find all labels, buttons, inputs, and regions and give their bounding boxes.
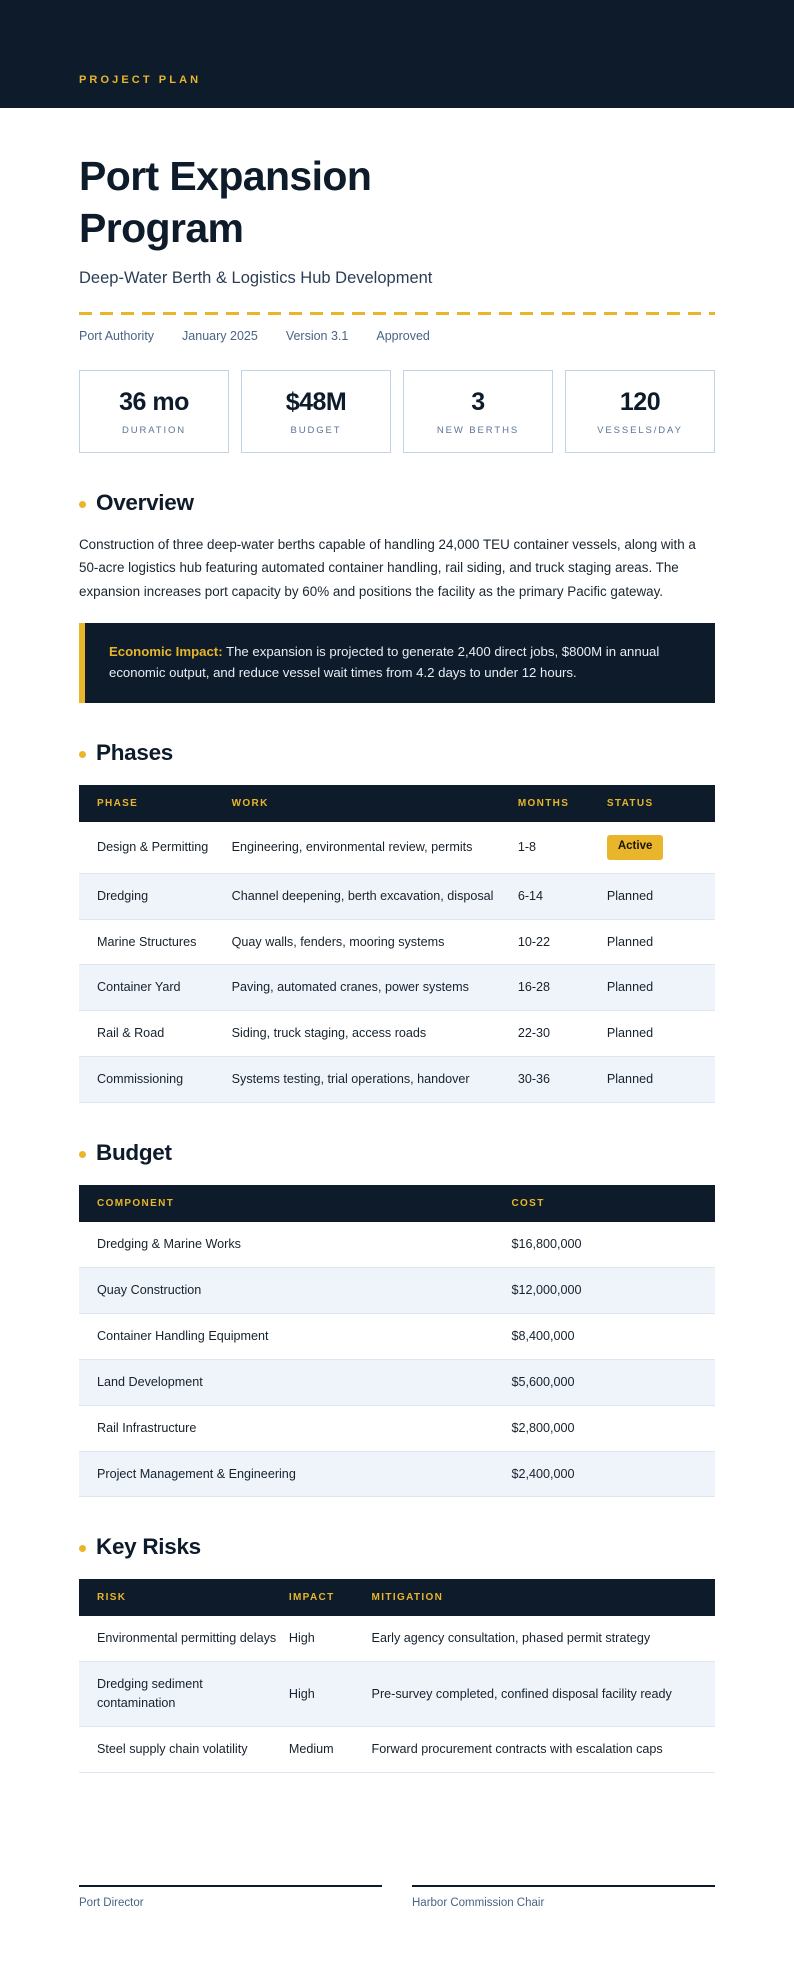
section-heading-phases <box>79 740 715 766</box>
cell-status <box>607 822 715 873</box>
cell-component: Quay Construction <box>79 1267 511 1313</box>
table-row <box>79 919 715 965</box>
bullet-dot-icon <box>79 1151 86 1158</box>
bottom-spacer <box>79 1909 715 1969</box>
cell-impact: High <box>289 1662 372 1727</box>
meta-item-status: Approved <box>376 328 430 343</box>
section-heading-label: Phases <box>96 740 174 766</box>
column-header-months: MONTHS <box>518 785 607 822</box>
document-eyebrow: PROJECT PLAN <box>79 74 202 86</box>
dashed-divider <box>79 312 715 315</box>
column-header-mitigation: MITIGATION <box>372 1579 715 1616</box>
table-row <box>79 873 715 919</box>
column-header-status: STATUS <box>607 785 715 822</box>
cell-work: Channel deepening, berth excavation, disposal <box>232 873 518 919</box>
cell-work: Engineering, environmental review, permits <box>232 822 518 873</box>
cell-months: 1-8 <box>518 822 607 873</box>
section-heading-label: Key Risks <box>96 1534 201 1560</box>
cell-mitigation: Early agency consultation, phased permit strategy <box>372 1616 715 1661</box>
cell-status: Planned <box>607 1057 715 1103</box>
cell-component: Container Handling Equipment <box>79 1313 511 1359</box>
signature-row <box>79 1885 715 1909</box>
phases-table <box>79 785 715 1103</box>
cell-impact: Medium <box>289 1727 372 1773</box>
section-heading-label: Budget <box>96 1140 172 1166</box>
status-badge: Active <box>607 835 664 859</box>
economic-impact-callout <box>79 623 715 704</box>
stat-value: 3 <box>471 387 485 416</box>
cell-cost: $8,400,000 <box>511 1313 715 1359</box>
table-row <box>79 1451 715 1497</box>
table-row <box>79 1405 715 1451</box>
cell-mitigation: Pre-survey completed, confined disposal facility ready <box>372 1662 715 1727</box>
table-row <box>79 822 715 873</box>
cell-phase: Container Yard <box>79 965 232 1011</box>
table-row <box>79 1662 715 1727</box>
cell-status: Planned <box>607 919 715 965</box>
stat-card-duration <box>79 370 229 454</box>
callout-text: The expansion is projected to generate 2,400 direct jobs, $800M in annual economic output, and reduce vessel wait times from 4.2 days to under 12 hours. <box>109 643 660 681</box>
section-key-risks <box>79 1534 715 1773</box>
cell-phase: Design & Permitting <box>79 822 232 873</box>
cell-phase: Dredging <box>79 873 232 919</box>
page-title: Port Expansion Program <box>79 153 372 252</box>
column-header-component: COMPONENT <box>79 1185 511 1222</box>
cell-status: Planned <box>607 873 715 919</box>
table-row <box>79 1057 715 1103</box>
table-header-row <box>79 1185 715 1222</box>
cell-component: Rail Infrastructure <box>79 1405 511 1451</box>
cell-work: Quay walls, fenders, mooring systems <box>232 919 518 965</box>
stat-label: VESSELS/DAY <box>597 425 683 437</box>
cell-work: Systems testing, trial operations, handover <box>232 1057 518 1103</box>
table-row <box>79 1359 715 1405</box>
cell-work: Paving, automated cranes, power systems <box>232 965 518 1011</box>
cell-status: Planned <box>607 1011 715 1057</box>
signature-line <box>412 1885 715 1887</box>
table-row <box>79 1727 715 1773</box>
cell-status: Planned <box>607 965 715 1011</box>
page-subtitle: Deep-Water Berth & Logistics Hub Development <box>79 268 433 287</box>
risks-table <box>79 1579 715 1773</box>
cell-risk: Steel supply chain volatility <box>79 1727 289 1773</box>
stat-card-vessels-per-day <box>565 370 715 454</box>
signature-label: Harbor Commission Chair <box>412 1897 545 1909</box>
cell-mitigation: Forward procurement contracts with escalation caps <box>372 1727 715 1773</box>
stat-card-budget <box>241 370 391 454</box>
cell-component: Land Development <box>79 1359 511 1405</box>
cell-risk: Dredging sediment contamination <box>79 1662 289 1727</box>
column-header-risk: RISK <box>79 1579 289 1616</box>
meta-item-date: January 2025 <box>182 328 258 343</box>
signature-label: Port Director <box>79 1897 144 1909</box>
cell-phase: Commissioning <box>79 1057 232 1103</box>
cell-phase: Rail & Road <box>79 1011 232 1057</box>
bullet-dot-icon <box>79 1545 86 1552</box>
table-row <box>79 1267 715 1313</box>
stat-card-new-berths <box>403 370 553 454</box>
stat-label: DURATION <box>121 425 187 437</box>
section-budget <box>79 1140 715 1497</box>
meta-item-owner: Port Authority <box>79 328 155 343</box>
section-heading-budget <box>79 1140 715 1166</box>
section-phases <box>79 740 715 1103</box>
column-header-work: WORK <box>232 785 518 822</box>
table-row <box>79 1616 715 1661</box>
column-header-cost: COST <box>511 1185 715 1222</box>
cell-months: 16-28 <box>518 965 607 1011</box>
stat-value: 36 mo <box>119 387 189 416</box>
signature-block-port-director <box>79 1885 382 1909</box>
cell-work: Siding, truck staging, access roads <box>232 1011 518 1057</box>
section-heading-key-risks <box>79 1534 715 1560</box>
cell-months: 30-36 <box>518 1057 607 1103</box>
document-meta <box>79 329 715 343</box>
table-row <box>79 1222 715 1267</box>
column-header-impact: IMPACT <box>289 1579 372 1616</box>
cell-months: 6-14 <box>518 873 607 919</box>
cell-months: 10-22 <box>518 919 607 965</box>
cell-cost: $2,800,000 <box>511 1405 715 1451</box>
cell-months: 22-30 <box>518 1011 607 1057</box>
stat-label: NEW BERTHS <box>436 425 520 437</box>
table-row <box>79 1011 715 1057</box>
table-header-row <box>79 1579 715 1616</box>
budget-table <box>79 1185 715 1497</box>
section-heading-label: Overview <box>96 490 194 516</box>
overview-paragraph: Construction of three deep-water berths capable of handling 24,000 TEU container vessels, along with a 50-acre logistics hub featuring automated container handling, rail siding, and truck staging areas. The expansion increases port capacity by 60% and positions the facility as the primary Pacific gateway. <box>79 537 696 599</box>
cell-phase: Marine Structures <box>79 919 232 965</box>
table-row <box>79 965 715 1011</box>
masthead <box>0 0 794 108</box>
section-heading-overview <box>79 490 715 516</box>
cell-cost: $2,400,000 <box>511 1451 715 1497</box>
stat-card-row <box>79 370 715 454</box>
table-row <box>79 1313 715 1359</box>
callout-label: Economic Impact: <box>109 643 223 659</box>
stat-value: $48M <box>285 387 347 416</box>
cell-component: Project Management & Engineering <box>79 1451 511 1497</box>
cell-impact: High <box>289 1616 372 1661</box>
signature-line <box>79 1885 382 1887</box>
cell-cost: $12,000,000 <box>511 1267 715 1313</box>
table-header-row <box>79 785 715 822</box>
signature-block-harbor-commission-chair <box>412 1885 715 1909</box>
cell-cost: $5,600,000 <box>511 1359 715 1405</box>
title-block <box>79 108 715 343</box>
bullet-dot-icon <box>79 501 86 508</box>
stat-value: 120 <box>619 387 661 416</box>
document-body <box>0 108 794 1969</box>
cell-component: Dredging & Marine Works <box>79 1222 511 1267</box>
stat-label: BUDGET <box>290 425 342 437</box>
column-header-phase: PHASE <box>79 785 232 822</box>
meta-item-version: Version 3.1 <box>285 328 349 343</box>
cell-risk: Environmental permitting delays <box>79 1616 289 1661</box>
section-overview <box>79 490 715 703</box>
cell-cost: $16,800,000 <box>511 1222 715 1267</box>
bullet-dot-icon <box>79 751 86 758</box>
